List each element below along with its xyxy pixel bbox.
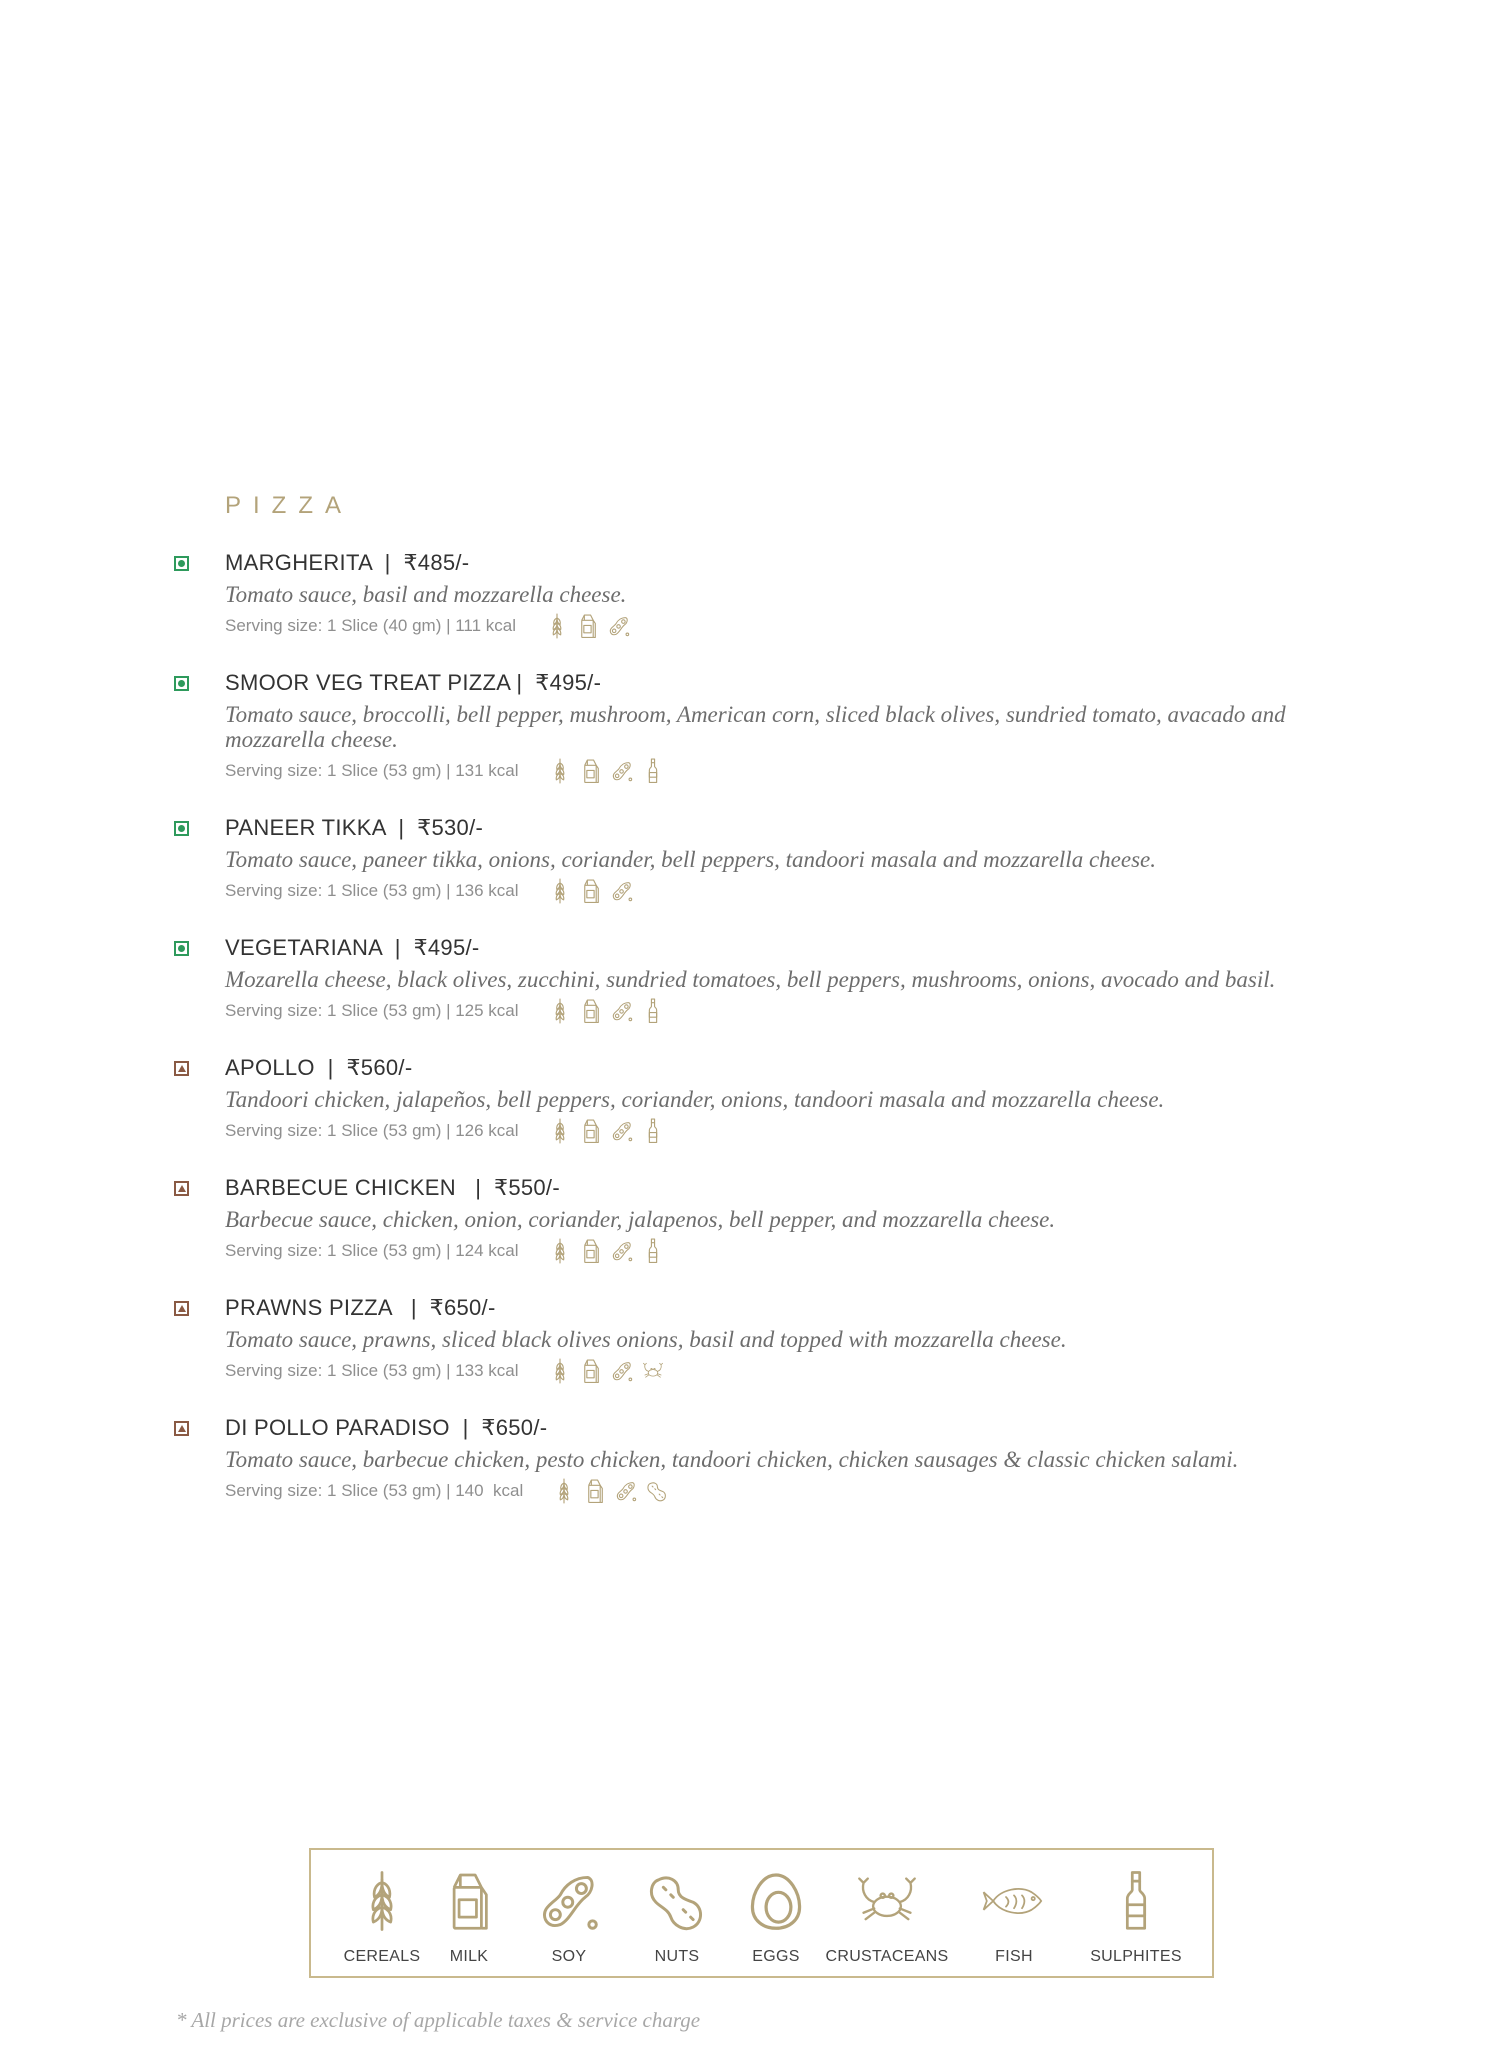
legend-label: EGGS xyxy=(752,1948,800,1965)
serving-size: Serving size: 1 Slice (53 gm) | 133 kcal xyxy=(225,1361,519,1380)
cereals-icon xyxy=(549,1358,571,1384)
legend-item-nuts xyxy=(627,1870,727,1966)
nuts-icon xyxy=(645,1870,709,1937)
sulphites-icon xyxy=(642,758,664,784)
item-meta xyxy=(225,1357,1374,1385)
milk-icon xyxy=(580,1118,602,1144)
legend-label: MILK xyxy=(449,1948,489,1965)
cereals-icon xyxy=(549,758,571,784)
serving-size: Serving size: 1 Slice (53 gm) | 126 kcal xyxy=(225,1121,519,1140)
legend-item-soy xyxy=(511,1870,627,1966)
price-footnote: * All prices are exclusive of applicable taxes & service charge xyxy=(176,2008,701,2032)
milk-icon xyxy=(580,1358,602,1384)
sulphites-icon xyxy=(1104,1870,1168,1937)
legend-label: FISH xyxy=(995,1948,1033,1965)
milk-icon xyxy=(584,1478,606,1504)
cereals-icon xyxy=(350,1870,414,1937)
item-title-price: APOLLO | ₹560/- xyxy=(225,1055,413,1080)
sulphites-icon xyxy=(642,998,664,1024)
allergen-icons xyxy=(549,878,633,904)
item-meta xyxy=(225,757,1374,785)
item-meta xyxy=(225,1237,1374,1265)
item-title-price: PANEER TIKKA | ₹530/- xyxy=(225,815,484,840)
nuts-icon xyxy=(646,1478,668,1504)
cereals-icon xyxy=(549,998,571,1024)
item-description: Tomato sauce, basil and mozzarella cheese. xyxy=(225,582,627,607)
veg-indicator-icon xyxy=(174,821,189,836)
cereals-icon xyxy=(546,613,568,639)
milk-icon xyxy=(437,1870,501,1937)
menu-item xyxy=(174,933,1374,1025)
fish-icon xyxy=(982,1870,1046,1937)
menu-item xyxy=(174,1293,1374,1385)
serving-size: Serving size: 1 Slice (53 gm) | 140 kcal xyxy=(225,1481,524,1500)
serving-size: Serving size: 1 Slice (53 gm) | 131 kcal xyxy=(225,761,519,780)
sulphites-icon xyxy=(642,1238,664,1264)
item-meta xyxy=(225,612,1374,640)
legend-item-eggs xyxy=(727,1870,825,1966)
legend-item-crustaceans xyxy=(825,1870,949,1966)
item-description: Barbecue sauce, chicken, onion, coriander, jalapenos, bell pepper, and mozzarella cheese. xyxy=(225,1207,1056,1232)
soy-icon xyxy=(611,878,633,904)
milk-icon xyxy=(580,998,602,1024)
allergen-icons xyxy=(549,758,664,784)
item-title-price: SMOOR VEG TREAT PIZZA | ₹495/- xyxy=(225,670,602,695)
legend-label: CRUSTACEANS xyxy=(825,1948,949,1965)
soy-icon xyxy=(611,998,633,1024)
section-title: PIZZA xyxy=(225,492,354,519)
eggs-icon xyxy=(744,1870,808,1937)
item-description: Tomato sauce, prawns, sliced black olives onions, basil and topped with mozzarella cheese. xyxy=(225,1327,1067,1352)
legend-item-sulphites xyxy=(1079,1870,1193,1966)
milk-icon xyxy=(580,1238,602,1264)
item-description: Tomato sauce, broccolli, bell pepper, mushroom, American corn, sliced black olives, sundried tomato, avacado and mozzarella cheese. xyxy=(225,702,1286,752)
nonveg-indicator-icon xyxy=(174,1421,189,1436)
serving-size: Serving size: 1 Slice (53 gm) | 136 kcal xyxy=(225,881,519,900)
menu-item xyxy=(174,1053,1374,1145)
legend-label: CEREALS xyxy=(343,1948,421,1965)
allergen-icons xyxy=(549,1358,664,1384)
item-description: Tandoori chicken, jalapeños, bell peppers, coriander, onions, tandoori masala and mozzarella cheese. xyxy=(225,1087,1165,1112)
item-description: Mozarella cheese, black olives, zucchini, sundried tomatoes, bell peppers, mushrooms, onions, avocado and basil. xyxy=(225,967,1276,992)
serving-size: Serving size: 1 Slice (53 gm) | 124 kcal xyxy=(225,1241,519,1260)
item-meta xyxy=(225,877,1374,905)
sulphites-icon xyxy=(642,1118,664,1144)
item-title-price: BARBECUE CHICKEN | ₹550/- xyxy=(225,1175,560,1200)
nonveg-indicator-icon xyxy=(174,1301,189,1316)
item-meta xyxy=(225,1117,1374,1145)
menu-item xyxy=(174,668,1374,785)
item-title-price: MARGHERITA | ₹485/- xyxy=(225,550,470,575)
item-meta xyxy=(225,997,1374,1025)
milk-icon xyxy=(580,758,602,784)
crustaceans-icon xyxy=(642,1358,664,1384)
cereals-icon xyxy=(549,1118,571,1144)
item-description: Tomato sauce, paneer tikka, onions, coriander, bell peppers, tandoori masala and mozzarella cheese. xyxy=(225,847,1156,872)
soy-icon xyxy=(537,1870,601,1937)
legend-label: SOY xyxy=(551,1948,587,1965)
item-description: Tomato sauce, barbecue chicken, pesto chicken, tandoori chicken, chicken sausages & classic chicken salami. xyxy=(225,1447,1239,1472)
veg-indicator-icon xyxy=(174,676,189,691)
cereals-icon xyxy=(549,878,571,904)
serving-size: Serving size: 1 Slice (53 gm) | 125 kcal xyxy=(225,1001,519,1020)
legend-item-cereals xyxy=(337,1870,427,1966)
menu-item xyxy=(174,813,1374,905)
legend-label: NUTS xyxy=(654,1948,700,1965)
allergen-icons xyxy=(549,998,664,1024)
veg-indicator-icon xyxy=(174,941,189,956)
item-title-price: PRAWNS PIZZA | ₹650/- xyxy=(225,1295,496,1320)
soy-icon xyxy=(611,1358,633,1384)
cereals-icon xyxy=(549,1238,571,1264)
milk-icon xyxy=(580,878,602,904)
soy-icon xyxy=(611,758,633,784)
item-title-price: DI POLLO PARADISO | ₹650/- xyxy=(225,1415,548,1440)
milk-icon xyxy=(577,613,599,639)
menu-item xyxy=(174,1173,1374,1265)
allergen-icons xyxy=(549,1118,664,1144)
veg-indicator-icon xyxy=(174,556,189,571)
nonveg-indicator-icon xyxy=(174,1061,189,1076)
allergen-icons xyxy=(546,613,630,639)
item-meta xyxy=(225,1477,1374,1505)
soy-icon xyxy=(611,1118,633,1144)
soy-icon xyxy=(615,1478,637,1504)
allergen-icons xyxy=(549,1238,664,1264)
legend-item-fish xyxy=(949,1870,1079,1966)
legend-label: SULPHITES xyxy=(1090,1948,1182,1965)
cereals-icon xyxy=(553,1478,575,1504)
item-title-price: VEGETARIANA | ₹495/- xyxy=(225,935,480,960)
menu-item xyxy=(174,548,1374,640)
soy-icon xyxy=(608,613,630,639)
crustaceans-icon xyxy=(855,1870,919,1937)
allergen-icons xyxy=(553,1478,668,1504)
serving-size: Serving size: 1 Slice (40 gm) | 111 kcal xyxy=(225,616,517,635)
soy-icon xyxy=(611,1238,633,1264)
menu-list xyxy=(174,548,1374,1533)
menu-item xyxy=(174,1413,1374,1505)
nonveg-indicator-icon xyxy=(174,1181,189,1196)
allergen-legend xyxy=(309,1848,1214,1978)
legend-item-milk xyxy=(427,1870,511,1966)
